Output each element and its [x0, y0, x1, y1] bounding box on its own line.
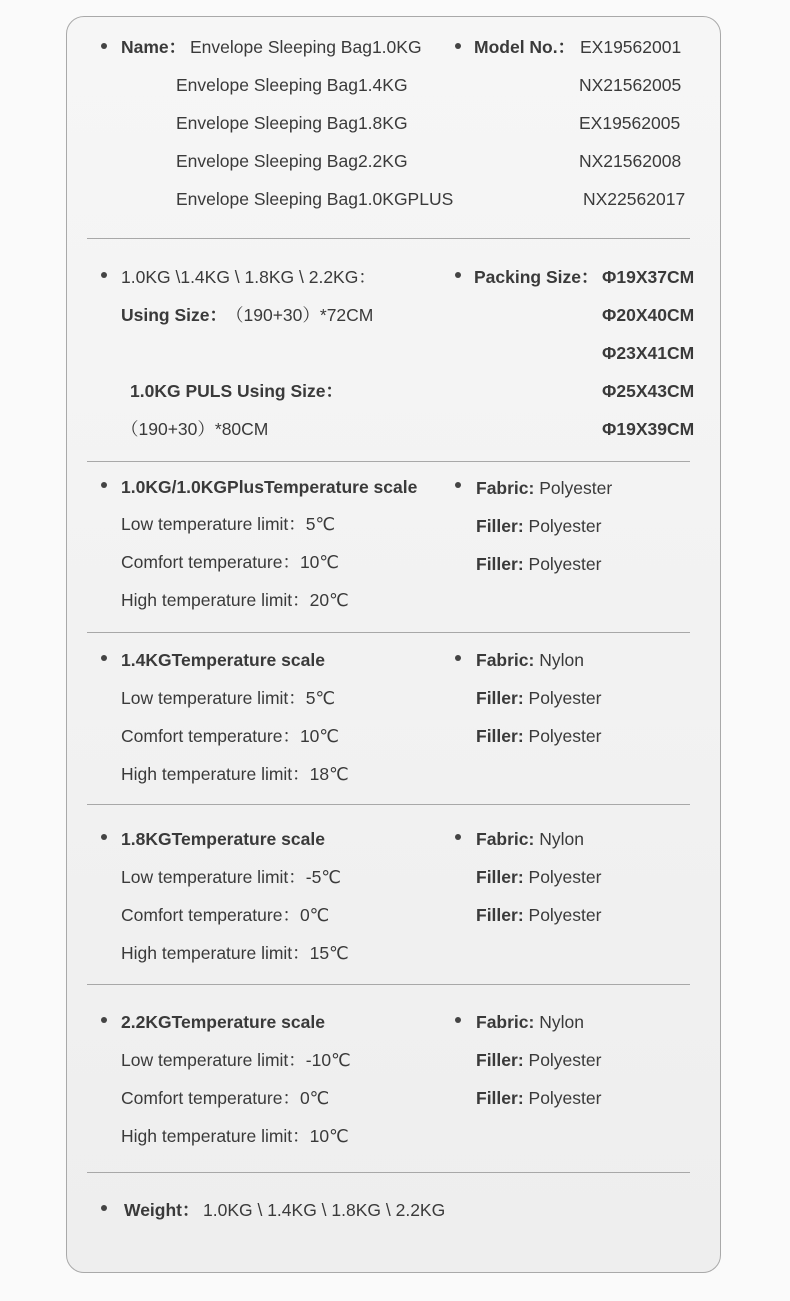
divider	[87, 804, 690, 805]
using-size-value: （190+30）*72CM	[226, 305, 374, 325]
filler-label: Filler:	[476, 688, 524, 708]
comfort-temp: Comfort temperature：0℃	[121, 905, 330, 925]
filler-value: Polyester	[523, 867, 602, 887]
divider	[87, 461, 690, 462]
filler-line	[476, 904, 601, 926]
filler-label: Filler:	[476, 1088, 524, 1108]
filler-label: Filler:	[476, 726, 524, 746]
filler-line	[476, 515, 601, 537]
fabric-value: Nylon	[534, 829, 584, 849]
bullet	[455, 1017, 461, 1023]
bullet	[101, 1017, 107, 1023]
fabric-value: Polyester	[534, 478, 613, 498]
packing-size-item: Φ20X40CM	[602, 305, 695, 325]
packing-size-item: Φ23X41CM	[602, 343, 695, 363]
weight-value: 1.0KG \ 1.4KG \ 1.8KG \ 2.2KG	[203, 1200, 446, 1220]
bullet	[455, 655, 461, 661]
filler-label: Filler:	[476, 867, 524, 887]
filler-line	[476, 1049, 601, 1071]
low-temp-limit: Low temperature limit：5℃	[121, 514, 336, 534]
divider	[87, 238, 690, 239]
weight-label: Weight：	[124, 1200, 200, 1220]
packing-size-item: Φ19X37CM	[602, 267, 695, 287]
fabric-label: Fabric:	[476, 650, 535, 670]
fabric-line	[476, 477, 612, 499]
model-item: NX21562005	[579, 75, 682, 95]
name-item: Envelope Sleeping Bag1.4KG	[176, 75, 408, 95]
filler-value: Polyester	[523, 905, 602, 925]
weights-line: 1.0KG \1.4KG \ 1.8KG \ 2.2KG：	[121, 267, 376, 287]
bullet	[101, 655, 107, 661]
bullet	[101, 272, 107, 278]
model-item: NX22562017	[583, 189, 686, 209]
bullet	[101, 43, 107, 49]
filler-line	[476, 553, 601, 575]
packing-size-item: Φ25X43CM	[602, 381, 695, 401]
filler-value: Polyester	[523, 516, 602, 536]
bullet	[455, 272, 461, 278]
low-temp-limit: Low temperature limit：-10℃	[121, 1050, 351, 1070]
high-temp-limit: High temperature limit：18℃	[121, 764, 349, 784]
bullet	[101, 1205, 107, 1211]
using-size-label: Using Size：	[121, 305, 227, 325]
fabric-line	[476, 649, 584, 671]
bullet	[455, 834, 461, 840]
high-temp-limit: High temperature limit：15℃	[121, 943, 349, 963]
temp-scale-title: 1.8KGTemperature scale	[121, 829, 325, 849]
model-item: EX19562001	[580, 37, 682, 57]
packing-size-item: Φ19X39CM	[602, 419, 695, 439]
model-label: Model No.：	[474, 37, 576, 57]
divider	[87, 632, 690, 633]
model-item: EX19562005	[579, 113, 681, 133]
low-temp-limit: Low temperature limit：-5℃	[121, 867, 341, 887]
fabric-label: Fabric:	[476, 1012, 535, 1032]
comfort-temp: Comfort temperature：10℃	[121, 552, 340, 572]
bullet	[101, 834, 107, 840]
filler-value: Polyester	[523, 688, 602, 708]
low-temp-limit: Low temperature limit：5℃	[121, 688, 336, 708]
filler-line	[476, 687, 601, 709]
packing-size-label: Packing Size：	[474, 267, 599, 287]
fabric-line	[476, 828, 584, 850]
filler-label: Filler:	[476, 1050, 524, 1070]
name-item: Envelope Sleeping Bag2.2KG	[176, 151, 408, 171]
name-label: Name：	[121, 37, 187, 57]
divider	[87, 1172, 690, 1173]
fabric-value: Nylon	[534, 1012, 584, 1032]
name-item: Envelope Sleeping Bag1.0KGPLUS	[176, 189, 454, 209]
high-temp-limit: High temperature limit：20℃	[121, 590, 349, 610]
filler-line	[476, 725, 601, 747]
temp-scale-title: 1.0KG/1.0KGPlusTemperature scale	[121, 477, 418, 497]
filler-value: Polyester	[523, 1088, 602, 1108]
fabric-label: Fabric:	[476, 829, 535, 849]
filler-line	[476, 866, 601, 888]
name-item: Envelope Sleeping Bag1.0KG	[190, 37, 422, 57]
divider	[87, 984, 690, 985]
temp-scale-title: 1.4KGTemperature scale	[121, 650, 325, 670]
temp-scale-title: 2.2KGTemperature scale	[121, 1012, 325, 1032]
bullet	[101, 482, 107, 488]
comfort-temp: Comfort temperature：0℃	[121, 1088, 330, 1108]
bullet	[455, 43, 461, 49]
filler-label: Filler:	[476, 554, 524, 574]
model-item: NX21562008	[579, 151, 682, 171]
plus-using-size-value: （190+30）*80CM	[121, 419, 269, 439]
filler-label: Filler:	[476, 516, 524, 536]
filler-value: Polyester	[523, 1050, 602, 1070]
comfort-temp: Comfort temperature：10℃	[121, 726, 340, 746]
fabric-value: Nylon	[534, 650, 584, 670]
plus-using-size-label: 1.0KG PULS Using Size：	[130, 381, 343, 401]
filler-value: Polyester	[523, 726, 602, 746]
filler-value: Polyester	[523, 554, 602, 574]
bullet	[455, 482, 461, 488]
filler-line	[476, 1087, 601, 1109]
fabric-line	[476, 1011, 584, 1033]
name-item: Envelope Sleeping Bag1.8KG	[176, 113, 408, 133]
fabric-label: Fabric:	[476, 478, 535, 498]
high-temp-limit: High temperature limit：10℃	[121, 1126, 349, 1146]
filler-label: Filler:	[476, 905, 524, 925]
